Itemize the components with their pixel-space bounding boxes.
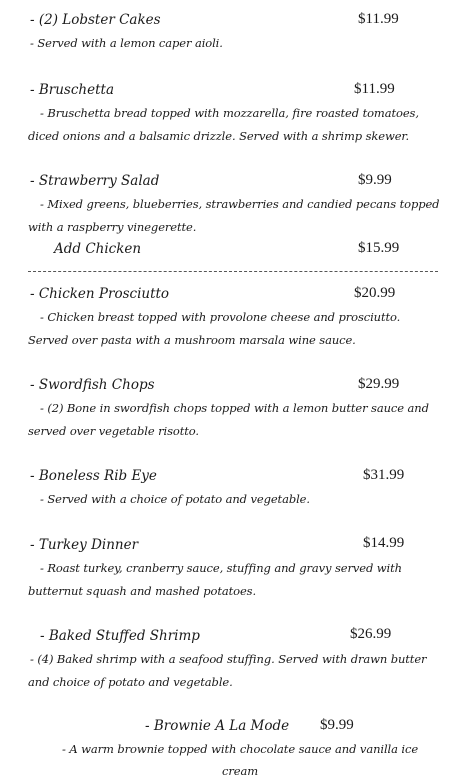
menu-item-description: - Roast turkey, cranberry sauce, stuffing and gravy served with — [40, 561, 402, 575]
menu-item-description: - Bruschetta bread topped with mozzarella, fire roasted tomatoes, — [40, 106, 419, 120]
menu-item-description: served over vegetable risotto. — [28, 424, 199, 438]
menu-item-description: - Chicken breast topped with provolone cheese and prosciutto. — [40, 310, 401, 324]
menu-item-description: diced onions and a balsamic drizzle. Served with a shrimp skewer. — [28, 129, 410, 143]
menu-item-name: - Strawberry Salad — [30, 173, 160, 189]
menu-item-description: Served over pasta with a mushroom marsala wine sauce. — [28, 333, 356, 347]
menu-item-name: - Swordfish Chops — [30, 377, 155, 393]
menu-item-price: $31.99 — [363, 467, 405, 483]
menu-item-name: - Turkey Dinner — [30, 537, 139, 553]
menu-item-price: $20.99 — [354, 285, 396, 301]
addon-price: $15.99 — [358, 240, 400, 256]
menu-item-price: $9.99 — [320, 717, 354, 733]
menu-item-name: - Bruschetta — [30, 82, 114, 98]
menu-item-name: - Boneless Rib Eye — [30, 468, 157, 484]
menu-item-description: - Served with a choice of potato and vegetable. — [40, 492, 310, 506]
menu-item-price: $29.99 — [358, 376, 400, 392]
menu-item-price: $11.99 — [358, 11, 399, 27]
section-divider — [28, 271, 438, 272]
menu-item-description: - A warm brownie topped with chocolate sauce and vanilla ice — [62, 742, 419, 756]
menu-item-price: $14.99 — [363, 535, 405, 551]
menu-item-description: butternut squash and mashed potatoes. — [28, 584, 257, 598]
menu-item-name: - (2) Lobster Cakes — [30, 12, 161, 28]
menu-item-description: - (2) Bone in swordfish chops topped with a lemon butter sauce and — [40, 401, 429, 415]
menu-item-price: $9.99 — [358, 172, 392, 188]
menu-item-description: and choice of potato and vegetable. — [28, 675, 233, 689]
menu-item-description: cream — [222, 764, 259, 778]
menu-item-description: - Served with a lemon caper aioli. — [30, 36, 223, 50]
menu-item-price: $26.99 — [350, 626, 392, 642]
menu-item-name: - Brownie A La Mode — [145, 718, 290, 734]
menu-item-description: with a raspberry vinegerette. — [28, 220, 197, 234]
addon-name: Add Chicken — [54, 241, 142, 257]
menu-item-description: - Mixed greens, blueberries, strawberries and candied pecans topped — [40, 197, 440, 211]
menu-item-description: - (4) Baked shrimp with a seafood stuffing. Served with drawn butter — [30, 652, 427, 666]
menu-item-name: - Chicken Prosciutto — [30, 286, 170, 302]
menu-item-name: - Baked Stuffed Shrimp — [40, 628, 200, 644]
menu-item-price: $11.99 — [354, 81, 395, 97]
